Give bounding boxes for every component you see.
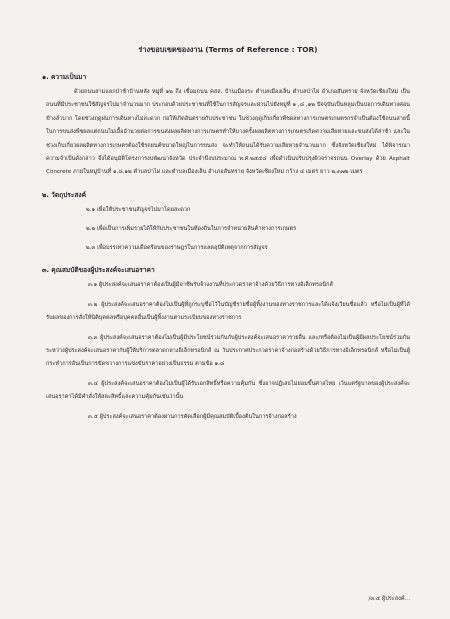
qualification-item: ๓.๓ ผู้ประสงค์จะเสนอราคาต้องไม่เป็นผู้มีประโยชน์ร่วมกันกับผู้ประสงค์จะเสนอราคารายอื่น และ/หรือต้องไม่เป็นผู้มีผลประโยชน์ร่วมกันระหว่างผู้ประสงค์จะเสนอราคากับผู้ให้บริการตลาดกลางอิเล็กทรอนิกส์ ณ วันประกาศประกวดราคาจ้างก่อสร้างด้วยวิธีการทางอิเล็กทรอนิกส์ หรือไม่เป็นผู้กระทำการอันเป็นการขัดขวางการแข่งขันราคาอย่างเป็นธรรม ตามข้อ ๑.๘ — [46, 334, 410, 368]
qualification-item: ๓.๕ ผู้ประสงค์จะเสนอราคาต้องผ่านการคัดเลือกผู้มีคุณสมบัติเบื้องต้นในการจ้างก่อสร้าง — [88, 413, 297, 420]
background-paragraph: ด้วยถนนสามแยกป่าช้าบ้านหลัง หมู่ที่ ๑๒ ถึง เชื่อมถนน คสล. บ้านเมืองระ ตำบลเมืองเล็น ตำบลป่าไผ่ อำเภอสันทราย จังหวัดเชียงใหม่ เป็นถนนที่มีประชาชนใช้สัญจรไปมาจำนวนมาก ประกอบด้วยประชาชนที่ใช้ในการสัญจรและผ่านไปยังหมู่ที่ ๑ ,๘ ,๑๒ ปัจจุบันเป็นหลุมเป็นบ่อการเดินทางค่อนข้างลำบาก โดยช่วงฤดูฝนการเดินทางไม่สะดวก ก่อให้เกิดอันตรายกับประชาชน ในช่วงฤดูเก็บเกี่ยวพืชผลทางการเกษตรเกษตรกรจำเป็นต้องใช้ถนนสายนี้ในการขนส่งพืชผลแต่ถนนไม่เอื้ออำนวยต่อการขนส่งผลผลิตทางการเกษตรทำให้บางครั้งผลผลิตทางการเกษตรเกิดความเสียหายและขนส่งได้ล่าช้า และในช่วงเก็บเกี่ยวผลผลิตทางการเกษตรต้องใช้รถยนต์ขนาดใหญ่ในการขนส่ง จะทำให้ถนนได้รับความเสียหายจำนวนมาก ซึ่งจังหวัดเชียงใหม่ ได้พิจารณาความจำเป็นดังกล่าว จึงได้อนุมัติโครงการงบพัฒนาจังหวัด ประจำปีงบประมาณ พ.ศ.๒๕๕๘ เพื่อดำเนินปรับปรุงผิวจราจรถนน Overlay ด้วย Asphalt Concrete ภายในหมู่บ้านที่ ๑,๘,๑๒ ตำบลป่าไผ่ และตำบลเมืองเล็น อำเภอสันทราย จังหวัดเชียงใหม่ กว้าง ๔ เมตร ยาว ๒,๓๗๒ เมตร — [46, 89, 410, 176]
document-title: ร่างขอบเขตของงาน (Terms of Reference : TOR) — [138, 45, 318, 54]
section-heading-background: ๑. ความเป็นมา — [42, 73, 87, 81]
qualification-item: ๓.๑ ผู้ประสงค์จะเสนอราคาต้องเป็นผู้มีอาชีพรับจ้างงานที่ประกวดราคาจ้างด้วยวิธีการทางอิเล็กทรอนิกส์ — [88, 282, 333, 289]
section-heading-objectives: ๒. วัตถุประสงค์ — [42, 190, 87, 199]
objective-item: ๒.๒ เพื่อเป็นการเพิ่มรายได้ให้กับประชาชนในท้องถิ่นในการจำหน่ายสินค้าทางการเกษตร — [86, 226, 297, 233]
objective-item: ๒.๑ เพื่อให้ประชาชนสัญจรไปมาโดยสะดวก — [86, 206, 191, 213]
continuation-note: /๓.๕ ผู้ประสงค์... — [368, 596, 410, 602]
section-heading-qualifications: ๓. คุณสมบัติของผู้ประสงค์จะเสนอราคา — [42, 266, 155, 275]
qualification-item: ๓.๒ ผู้ประสงค์จะเสนอราคาต้องไม่เป็นผู้ที่ถูกระบุชื่อไว้ในบัญชีรายชื่อผู้ทิ้งงานของทางราชการและได้แจ้งเวียนชื่อแล้ว หรือไม่เป็นผู้ที่ได้รับผลของการสั่งให้นิติบุคคลหรือบุคคลอื่นเป็นผู้ทิ้งงานตามระเบียบของทางราชการ — [46, 301, 410, 322]
objective-item: ๒.๓ เพื่อบรรเทาความเดือดร้อนของราษฎรในการแลดอุปัติเหตุจากการสัญจร — [86, 245, 268, 252]
qualification-item: ๓.๔ ผู้ประสงค์จะเสนอราคาต้องไม่เป็นผู้ได้รับเอกสิทธิ์หรือความคุ้มกัน ซึ่งอาจปฏิเสธไม่ยอมขึ้นศาลไทย เว้นแต่รัฐบาลของผู้ประสงค์จะเสนอราคาได้มีคำสั่งให้สละสิทธิ์และความคุ้มกันเช่นว่านั้น — [46, 380, 410, 401]
